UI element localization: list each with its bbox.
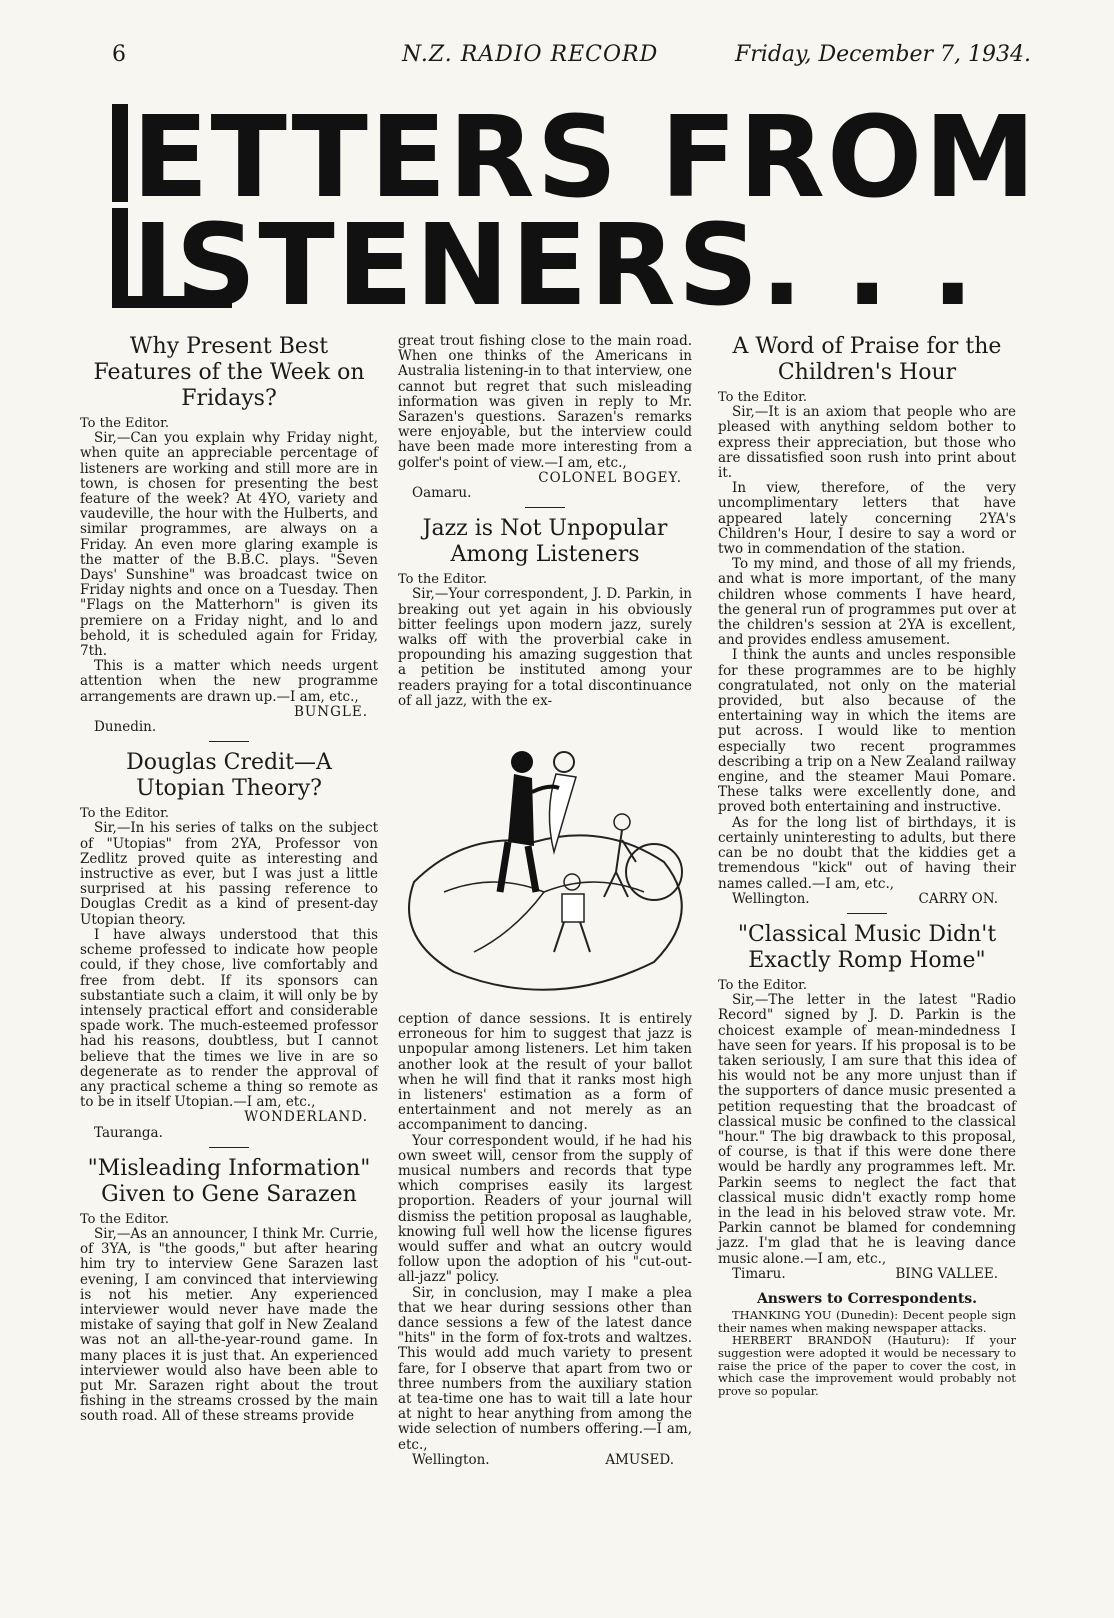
salutation: To the Editor.	[718, 390, 807, 405]
salutation: To the Editor.	[398, 572, 487, 588]
signoff-line	[718, 892, 1016, 907]
letter-paragraph: In view, therefore, of the very uncomplimentary letters that have appeared lately concerning 2YA's Children's Hour, I desire to say a word or two in commendation of the station.	[718, 480, 1016, 558]
answers-title: Answers to Correspondents.	[756, 1290, 978, 1307]
letter-praise	[718, 334, 1016, 907]
signoff-line	[398, 1453, 692, 1468]
letter-paragraph: Sir,—Your correspondent, J. D. Parkin, in breaking out yet again in his obviously bitter feelings upon modern jazz, surely walks off with the proverbial cake in propounding his amazing suggestion that a petition be instituted among your readers praying for a total discontinuance of all jazz, with the ex-	[398, 586, 692, 709]
signature: COLONEL BOGEY.	[538, 469, 682, 486]
publication-title: N.Z. RADIO RECORD	[402, 42, 659, 67]
letter-paragraph: Sir,—It is an axiom that people who are pleased with anything seldom bother to express their appreciation, but those who are dissatisfied soon rush into print about it.	[718, 404, 1016, 482]
place: Dunedin.	[94, 719, 157, 736]
letter-title: "Misleading Information" Given to Gene Sarazen	[87, 1155, 371, 1207]
letter-paragraph: Sir,—As an announcer, I think Mr. Currie, of 3YA, is "the goods," but after hearing him try to interview Gene Sarazen last evening, I am convinced that interviewing is not his metier. Any experienced interviewer would never have made the mistake of saying that golf in New Zealand was not an all-the-year-round game. In many places it is just that. An experienced interviewer would also have been able to put Mr. Sarazen right about the trout fishing in the streams crossed by the main south road. All of these streams provide	[80, 1225, 378, 1425]
page-number: 6	[112, 42, 126, 67]
letter-paragraph: To my mind, and those of all my friends, and what is more important, of the many children whose comments I have heard, the general run of programmes put over at the children's session at 2YA is excellent, and provides endless amusement.	[718, 556, 1016, 649]
masthead-line-1: ETTERS FROM	[132, 93, 1038, 223]
column-1	[80, 334, 378, 1425]
divider	[525, 507, 565, 508]
signature: BUNGLE.	[293, 703, 368, 720]
column-2-top	[398, 334, 692, 709]
letter-paragraph-continued: ception of dance sessions. It is entirely erroneous for him to suggest that jazz is unpopular among listeners. Let him taken another look at the result of your ballot when he will find that it ranks most high in listeners' estimation as a form of entertainment and not merely as an accompaniment to dancing.	[398, 1011, 692, 1134]
salutation: To the Editor.	[718, 977, 807, 993]
place: Timaru.	[732, 1265, 786, 1282]
letter-paragraph: As for the long list of birthdays, it is certainly uninteresting to adults, but there can be no doubt that the kiddies get a tremendous "kick" out of having their names called.—I am, etc.,	[718, 814, 1016, 892]
signature: BING VALLEE.	[895, 1265, 998, 1282]
place: Oamaru.	[412, 485, 472, 502]
letter-sarazen	[80, 1156, 378, 1425]
letter-title: Jazz is Not Unpopular Among Listeners	[422, 516, 668, 568]
signature: WONDERLAND.	[244, 1109, 368, 1126]
letter-paragraph: Your correspondent would, if he had his own sweet will, censor from the supply of musical numbers and records that type which comprises easily its largest proportion. Readers of your journal will dismiss the petition proposal as laughable, knowing full well how the license figures would suffer and what an outcry would follow upon the adoption of his "cut-out-all-jazz" policy.	[398, 1132, 692, 1286]
dancing-couple-illustration	[404, 722, 704, 1002]
letter-paragraph-continued: great trout fishing close to the main road. When one thinks of the Americans in Australia listening-in to that interview, one cannot but regret that such misleading information was given in reply to Mr. Sarazen's questions. Sarazen's remarks were enjoyable, but the interview could have been made more interesting from a golfer's point of view.—I am, etc.,	[398, 333, 692, 471]
letter-title: Why Present Best Features of the Week on Fridays?	[93, 334, 365, 411]
salutation: To the Editor.	[80, 1211, 169, 1227]
place: Wellington.	[732, 890, 810, 907]
letter-paragraph: Sir,—The letter in the latest "Radio Record" signed by J. D. Parkin is the choicest example of mean-mindedness I have seen for years. If his proposal is to be taken seriously, I am sure that this idea of his would not be any more unjust than if the supporters of dance music presented a petition requesting that the broadcast of classical music be confined to the classical "hour." The big drawback to this proposal, of course, is that if this were done there would be hardly any programmes left. Mr. Parkin seems to neglect the fact that classical music didn't exactly romp home in the lead in his beloved straw vote. Mr. Parkin cannot be blamed for condemning jazz. I'm glad that he is leaving dance music alone.—I am, etc.,	[718, 992, 1016, 1267]
letter-paragraph: Sir,—In his series of talks on the subject of "Utopias" from 2YA, Professor von Zedlitz proved quite as interesting and instructive as ever, but I was just a little surprised at his passing reference to Douglas Credit as a kind of present-day Utopian theory.	[80, 820, 378, 928]
letter-paragraph: Sir, in conclusion, may I make a plea that we hear during sessions other than dance sessions a few of the latest dance "hits" in the form of fox-trots and waltzes. This would add much variety to present fare, for I observe that apart from two or three numbers from the auxiliary station at tea-time one has to wait till a late hour at night to hear anything from among the wide selection of numbers offering.—I am, etc.,	[398, 1284, 692, 1453]
place: Wellington.	[412, 1451, 490, 1468]
issue-date: Friday, December 7, 1934.	[735, 42, 1031, 67]
signoff-line	[718, 1267, 1016, 1282]
letter-fridays	[80, 334, 378, 735]
letter-paragraph: I have always understood that this scheme professed to indicate how people could, if they chose, live comfortably and free from debt. If its sponsors can substantiate such a claim, it will only be by intensely practical effort and considerable spade work. The much-esteemed professor had his reasons, doubtless, but I cannot believe that the times we live in are so degenerate as to render the approval of any practical scheme a thing so remote as to be in itself Utopian.—I am, etc.,	[80, 926, 378, 1111]
answer-item: HERBERT BRANDON (Hauturu): If your suggestion were adopted it would be necessary to raise the price of the paper to cover the cost, in which case the improvement would probably not prove so popular.	[718, 1333, 1016, 1398]
masthead-l-stem-1	[112, 104, 128, 202]
salutation: To the Editor.	[80, 416, 169, 431]
letter-paragraph: This is a matter which needs urgent attention when the new programme arrangements are drawn up.—I am, etc.,	[80, 658, 378, 705]
column-3	[718, 334, 1016, 1397]
column-2-bottom	[398, 1012, 692, 1468]
letter-title: "Classical Music Didn't Exactly Romp Home"	[737, 921, 997, 973]
letter-douglas	[80, 750, 378, 1140]
letter-title: A Word of Praise for the Children's Hour	[732, 334, 1002, 385]
salutation: To the Editor.	[80, 806, 169, 822]
signature: CARRY ON.	[918, 890, 998, 907]
answers-to-correspondents	[718, 1292, 1016, 1397]
letter-title: Douglas Credit—A Utopian Theory?	[126, 750, 332, 802]
letter-jazz	[398, 516, 692, 709]
letter-classical	[718, 922, 1016, 1282]
divider	[209, 1147, 249, 1148]
place: Tauranga.	[94, 1124, 163, 1141]
answer-item: THANKING YOU (Dunedin): Decent people sign their names when making newspaper attacks.	[718, 1308, 1016, 1335]
letter-paragraph: I think the aunts and uncles responsible for these programmes are to be highly congratulated, not only on the material provided, but also because of the entertaining way in which the items are put across. I would like to mention especially two recent programmes describing a trip on a New Zealand railway engine, and the steamer Maui Pomare. These talks were excellently done, and proved both entertaining and instructive.	[718, 647, 1016, 816]
divider	[847, 913, 887, 914]
masthead-line-2: ISTENERS. . .	[132, 201, 977, 331]
masthead-l-stem-2	[112, 208, 128, 308]
letter-paragraph: Sir,—Can you explain why Friday night, when quite an appreciable percentage of listeners are working and still more are in town, is chosen for presenting the best feature of the week? At 4YO, variety and vaudeville, the hour with the Hulberts, and similar programmes, are always on a Friday. An even more glaring example is the matter of the B.B.C. plays. "Seven Days' Sunshine" was broadcast twice on Friday nights and once on a Tuesday. Then "Flags on the Matterhorn" is given its premiere on a Friday night, and lo and behold, it is scheduled again for Friday, 7th.	[80, 430, 378, 660]
signature: AMUSED.	[605, 1451, 674, 1468]
divider	[209, 741, 249, 742]
